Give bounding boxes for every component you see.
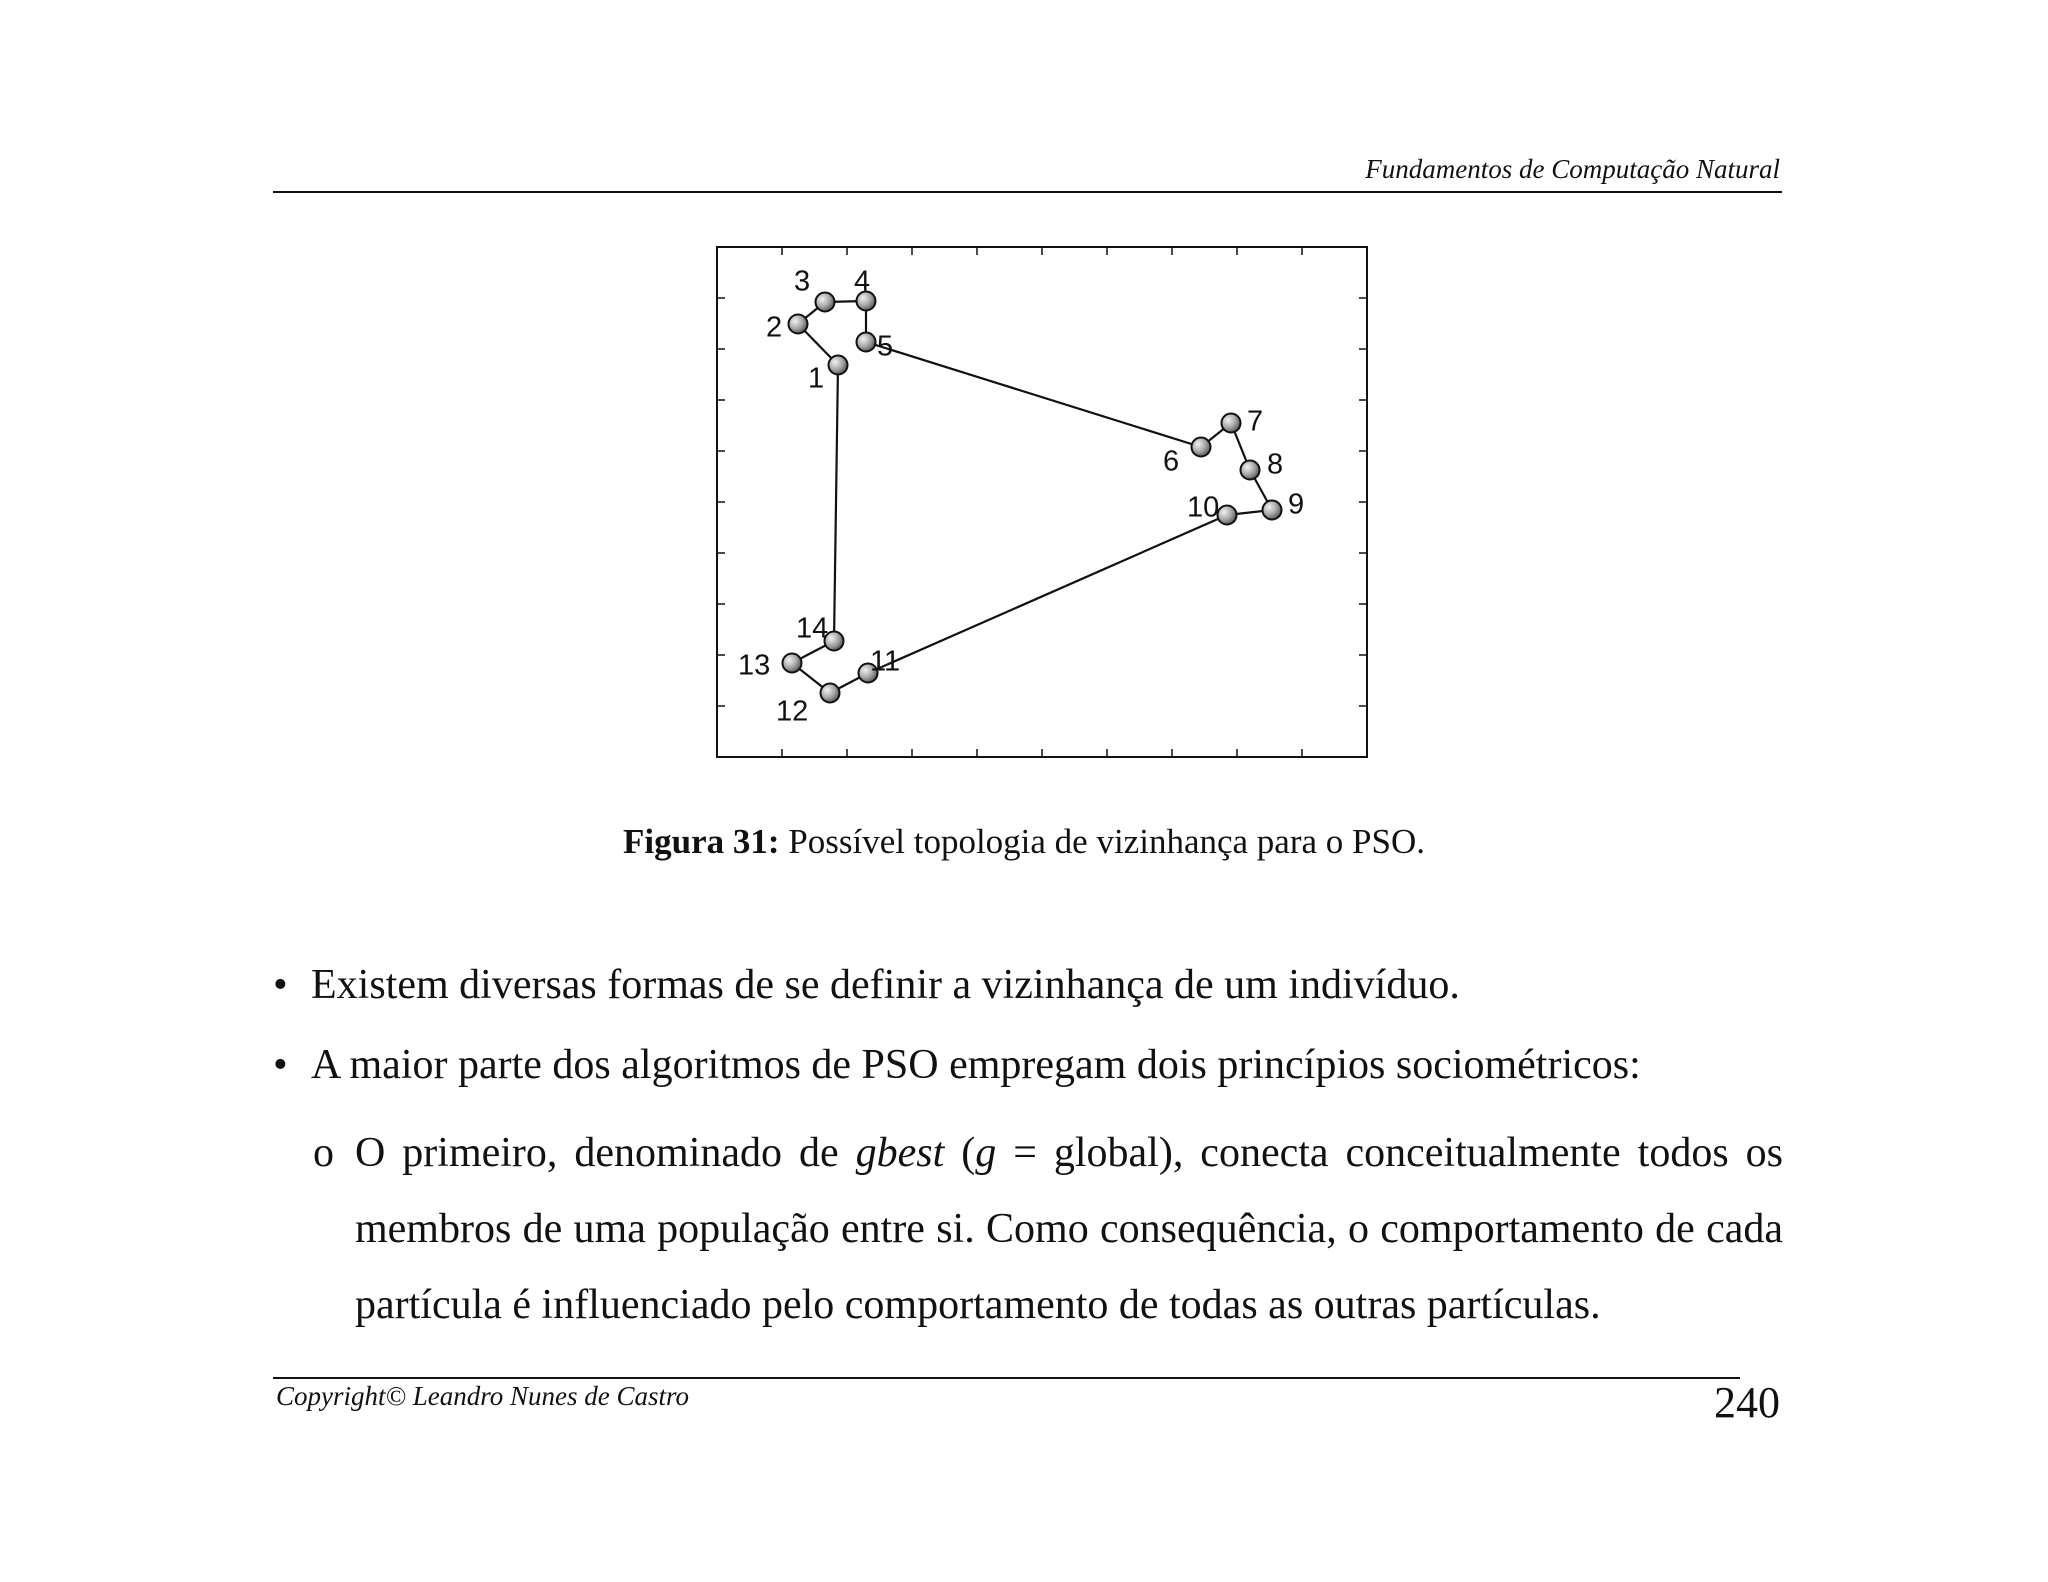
sub-bullet-text: O primeiro, denominado de	[355, 1130, 856, 1176]
bullet-text: Existem diversas formas de se definir a vizinhança de um indivíduo.	[311, 962, 1460, 1008]
edge-14-1	[834, 365, 838, 641]
node-label-7: 7	[1247, 405, 1264, 438]
node-label-5: 5	[877, 330, 894, 363]
bullet-marker: •	[273, 962, 288, 1008]
node-label-12: 12	[776, 695, 809, 728]
caption-label: Figura 31:	[623, 822, 780, 861]
page-number: 240	[1714, 1378, 1780, 1427]
particle-node-6	[1192, 438, 1211, 457]
footer-rule	[273, 1377, 1740, 1379]
running-header-title: Fundamentos de Computação Natural	[1365, 154, 1780, 184]
node-label-11: 11	[870, 645, 901, 678]
bullet-item	[273, 960, 1460, 1010]
bullet-item	[273, 1040, 1641, 1090]
gbest-term: gbest	[855, 1130, 945, 1176]
particle-node-13	[783, 654, 802, 673]
node-label-8: 8	[1267, 448, 1284, 481]
bullet-marker: •	[273, 1042, 288, 1088]
bullet-text: A maior parte dos algoritmos de PSO empregam dois princípios sociométricos:	[311, 1042, 1641, 1088]
edge-10-11	[868, 515, 1227, 673]
sub-bullet-paragraph	[355, 1115, 1783, 1343]
particle-node-12	[821, 684, 840, 703]
node-label-9: 9	[1288, 488, 1305, 521]
caption-text: Possível topologia de vizinhança para o PSO.	[779, 822, 1425, 861]
node-label-14: 14	[796, 612, 829, 645]
node-label-6: 6	[1163, 445, 1180, 478]
topology-figure	[700, 230, 1380, 770]
sub-bullet-item	[313, 1115, 1783, 1343]
particle-node-1	[829, 356, 848, 375]
particle-node-8	[1241, 461, 1260, 480]
sub-bullet-text: (	[944, 1130, 976, 1176]
footer-copyright: Copyright© Leandro Nunes de Castro	[276, 1381, 690, 1411]
node-label-13: 13	[738, 649, 771, 682]
node-label-2: 2	[766, 311, 783, 344]
particle-node-10	[1218, 506, 1237, 525]
node-label-3: 3	[794, 265, 811, 298]
figure-caption	[0, 822, 2048, 862]
particle-node-7	[1222, 414, 1241, 433]
sub-bullet-marker: o	[313, 1130, 334, 1176]
g-term: g	[975, 1130, 997, 1176]
particle-node-5	[857, 333, 876, 352]
particle-node-2	[789, 315, 808, 334]
node-label-10: 10	[1187, 491, 1220, 524]
edge-5-6	[866, 342, 1201, 447]
header-rule	[273, 191, 1782, 193]
particle-node-9	[1263, 501, 1282, 520]
particle-node-3	[816, 293, 835, 312]
node-label-4: 4	[854, 265, 871, 298]
sub-bullet-text: = global), conecta conceitualmente todos os membros de uma população entre si. Como consequência, o comportamento de cada partícula é influenciado pelo comportamento de todas as outras partículas.	[355, 1130, 1783, 1328]
topology-diagram	[700, 230, 1380, 770]
node-label-1: 1	[808, 362, 825, 395]
node-labels	[738, 266, 1304, 728]
